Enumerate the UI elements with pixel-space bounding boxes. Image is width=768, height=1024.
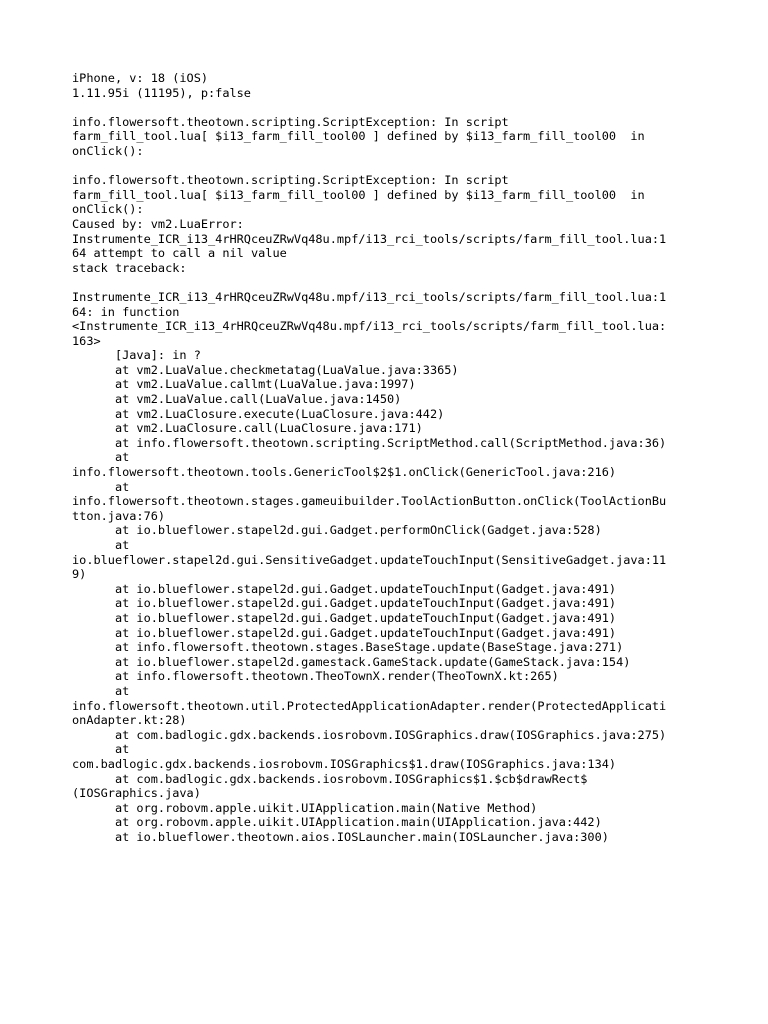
log-line: farm_fill_tool.lua[ $i13_farm_fill_tool00 ] defined by $i13_farm_fill_tool00 in [72,187,645,202]
log-line: info.flowersoft.theotown.stages.gameuibuilder.ToolActionButton.onClick(ToolActionBu [72,494,667,509]
log-line: Instrumente_ICR_i13_4rHRQceuZRwVq48u.mpf/i13_rci_tools/scripts/farm_fill_tool.lua:1 [72,289,667,304]
log-line: at io.blueflower.stapel2d.gui.Gadget.updateTouchInput(Gadget.java:491) [72,625,617,640]
log-line: 64: in function [72,304,180,319]
log-line: at info.flowersoft.theotown.scripting.ScriptMethod.call(ScriptMethod.java:36) [72,435,667,450]
log-line: 64 attempt to call a nil value [72,246,287,261]
log-line: info.flowersoft.theotown.scripting.ScriptException: In script [72,114,509,129]
log-line: at [72,450,130,465]
log-line [72,100,700,115]
log-line: [Java]: in ? [72,348,201,363]
log-line: info.flowersoft.theotown.scripting.ScriptException: In script [72,173,509,188]
log-line: at info.flowersoft.theotown.stages.BaseStage.update(BaseStage.java:271) [72,640,624,655]
log-line: 163> [72,333,101,348]
log-line: at [72,742,130,757]
log-line: 9) [72,567,87,582]
log-line: at vm2.LuaValue.callmt(LuaValue.java:1997) [72,377,416,392]
log-line: at vm2.LuaValue.checkmetatag(LuaValue.java:3365) [72,362,459,377]
log-line: iPhone, v: 18 (iOS) [72,71,209,85]
log-line: info.flowersoft.theotown.tools.GenericTool$2$1.onClick(GenericTool.java:216) [72,465,617,480]
log-line: farm_fill_tool.lua[ $i13_farm_fill_tool00 ] defined by $i13_farm_fill_tool00 in [72,129,645,144]
log-line: at [72,479,130,494]
log-line: at com.badlogic.gdx.backends.iosrobovm.IOSGraphics$1.$cb$drawRect$ [72,771,588,786]
log-line [72,159,700,174]
log-line: 1.11.95i (11195), p:false [72,85,251,100]
log-line: onClick(): [72,202,144,217]
log-line [72,275,700,290]
log-line: at io.blueflower.theotown.aios.IOSLauncher.main(IOSLauncher.java:300) [72,829,609,844]
log-line: at io.blueflower.stapel2d.gui.Gadget.updateTouchInput(Gadget.java:491) [72,581,617,596]
log-line: <Instrumente_ICR_i13_4rHRQceuZRwVq48u.mpf/i13_rci_tools/scripts/farm_fill_tool.lua: [72,319,667,334]
log-line: io.blueflower.stapel2d.gui.SensitiveGadget.updateTouchInput(SensitiveGadget.java:11 [72,552,667,567]
log-line: at org.robovm.apple.uikit.UIApplication.main(Native Method) [72,800,538,815]
log-line: at io.blueflower.stapel2d.gui.Gadget.updateTouchInput(Gadget.java:491) [72,610,617,625]
log-line: at [72,538,130,552]
log-line: Caused by: vm2.LuaError: [72,216,244,231]
log-line: info.flowersoft.theotown.util.ProtectedApplicationAdapter.render(ProtectedApplicati [72,698,667,713]
log-line: tton.java:76) [72,508,166,523]
log-line: Instrumente_ICR_i13_4rHRQceuZRwVq48u.mpf/i13_rci_tools/scripts/farm_fill_tool.lua:1 [72,231,667,246]
log-line: at vm2.LuaValue.call(LuaValue.java:1450) [72,392,402,407]
log-line: at io.blueflower.stapel2d.gui.Gadget.updateTouchInput(Gadget.java:491) [72,596,617,611]
log-line: com.badlogic.gdx.backends.iosrobovm.IOSGraphics$1.draw(IOSGraphics.java:134) [72,756,617,771]
log-line: at io.blueflower.stapel2d.gamestack.GameStack.update(GameStack.java:154) [72,654,631,669]
log-line: at [72,683,130,698]
log-line: at io.blueflower.stapel2d.gui.Gadget.performOnClick(Gadget.java:528) [72,523,602,538]
log-line: stack traceback: [72,260,187,275]
log-line: onClick(): [72,143,144,158]
log-line: onAdapter.kt:28) [72,713,187,728]
crash-log-text [72,71,700,844]
log-line: at vm2.LuaClosure.execute(LuaClosure.java:442) [72,406,445,421]
log-line: at com.badlogic.gdx.backends.iosrobovm.IOSGraphics.draw(IOSGraphics.java:275) [72,727,667,742]
log-line: at org.robovm.apple.uikit.UIApplication.main(UIApplication.java:442) [72,815,602,830]
log-line: (IOSGraphics.java) [72,786,201,801]
log-line: at vm2.LuaClosure.call(LuaClosure.java:171) [72,421,423,436]
log-line: at info.flowersoft.theotown.TheoTownX.render(TheoTownX.kt:265) [72,669,559,684]
